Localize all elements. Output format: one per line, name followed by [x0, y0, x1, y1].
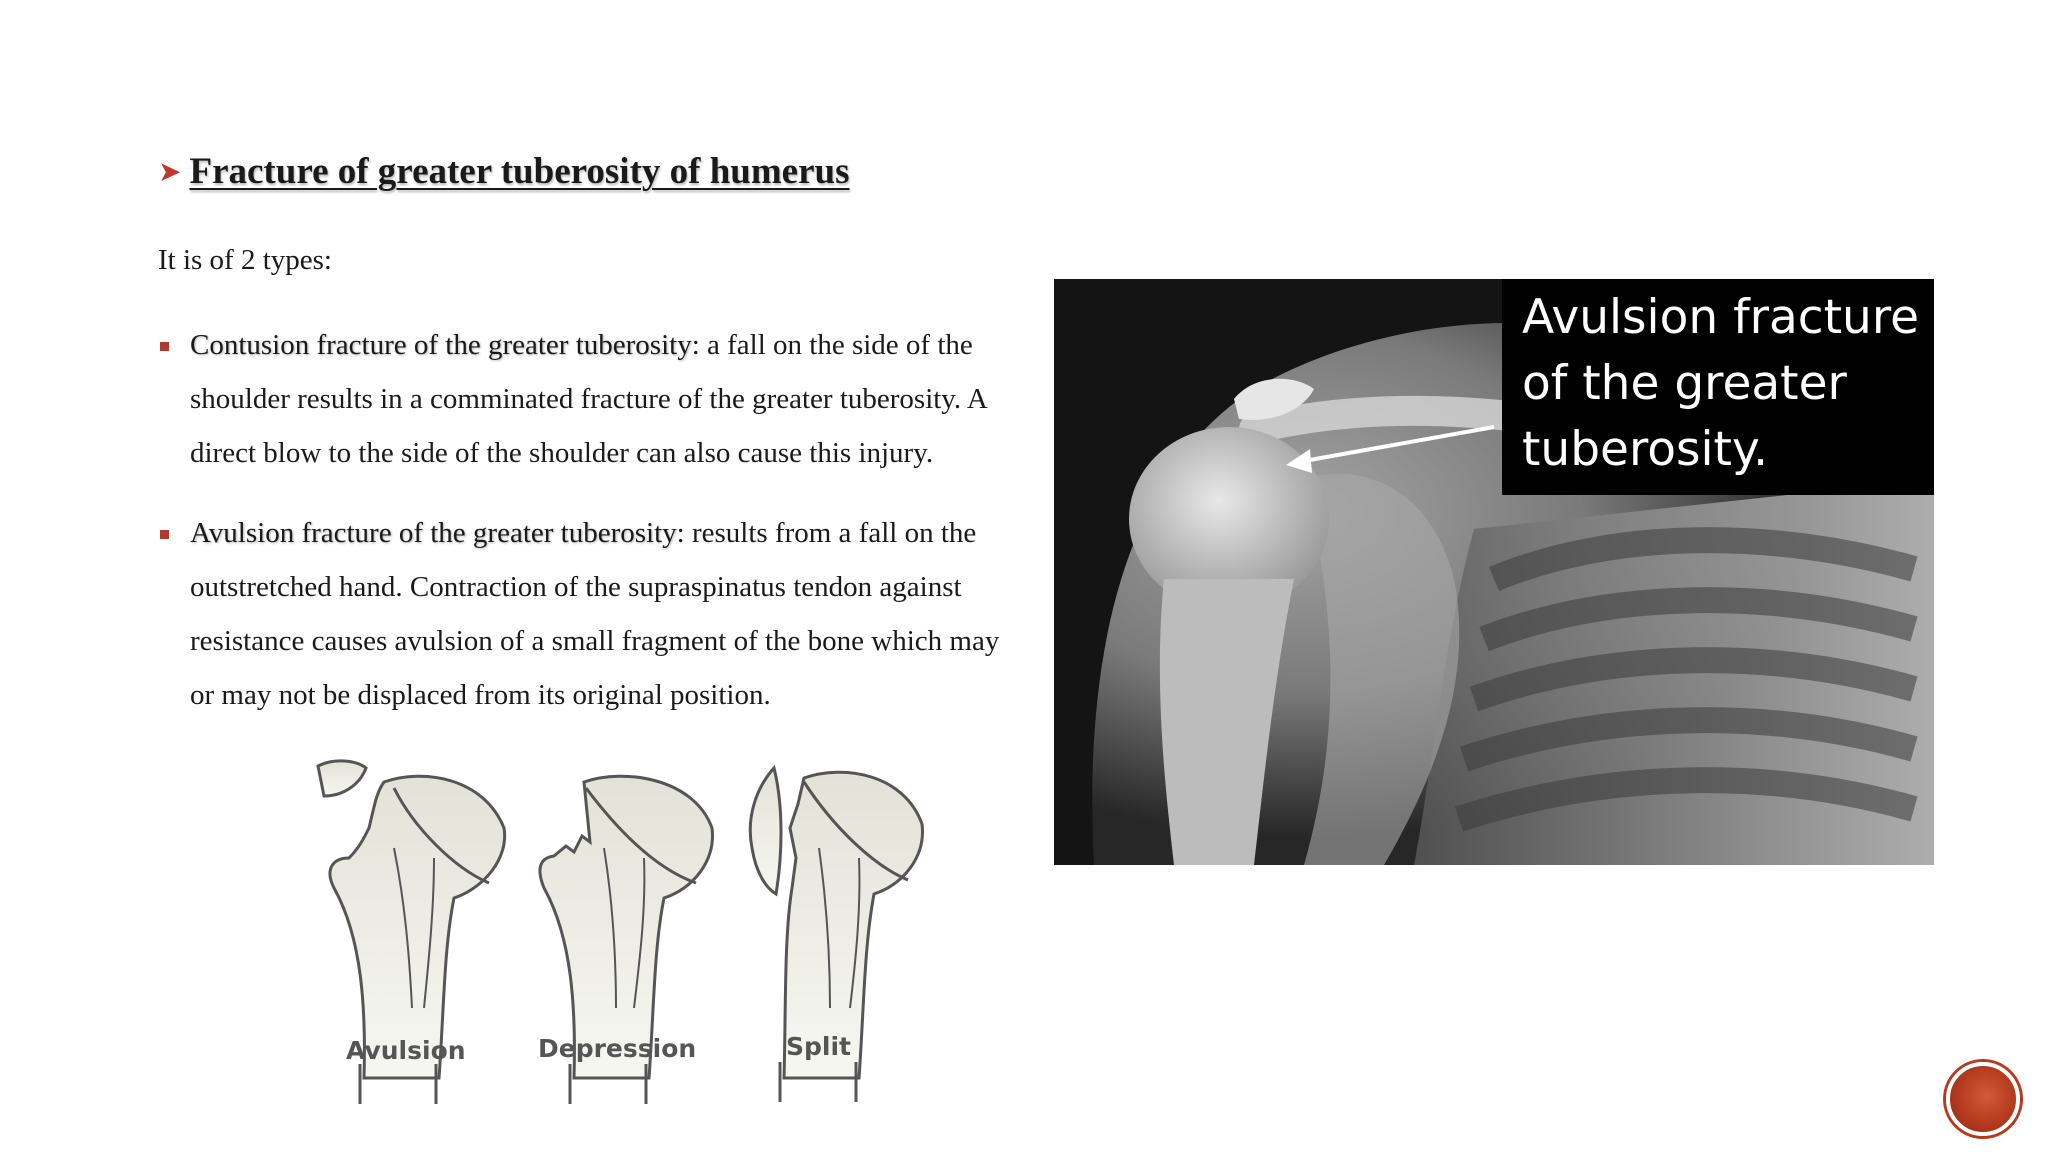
heading-title: Fracture of greater tuberosity of humerus	[189, 151, 850, 192]
fracture-types-illustration	[304, 748, 976, 1112]
bullet-text: : results from a fall on the outstretched hand. Contraction of the supraspinatus tendon against resistance causes avulsion of a small fragment of the bone which may or may not be displaced from its original position.	[190, 517, 1000, 711]
xray-image	[1054, 279, 1934, 865]
bullet-list	[158, 318, 1018, 748]
xray-label-line: tuberosity.	[1522, 422, 1769, 477]
label-depression: Depression	[538, 1034, 697, 1063]
arrowhead-icon: ➤	[158, 155, 182, 189]
xray-label	[1502, 279, 1934, 495]
bullet-item-avulsion	[158, 506, 1018, 722]
slide-heading	[158, 150, 850, 194]
intro-text: It is of 2 types:	[158, 244, 332, 276]
label-avulsion: Avulsion	[346, 1036, 466, 1065]
bullet-text: : a fall on the side of the shoulder results in a comminated fracture of the greater tuberosity. A direct blow to the side of the shoulder can also cause this injury.	[190, 329, 987, 469]
xray-label-line: Avulsion fracture	[1522, 290, 1920, 345]
label-split: Split	[786, 1032, 851, 1061]
slide-nav-button[interactable]	[1946, 1062, 2020, 1136]
bullet-term: Contusion fracture of the greater tuberosity	[190, 329, 692, 361]
square-bullet-icon	[160, 342, 169, 351]
xray-label-line: of the greater	[1522, 356, 1847, 411]
square-bullet-icon	[160, 530, 169, 539]
bullet-term: Avulsion fracture of the greater tuberosity	[190, 517, 677, 549]
bullet-item-contusion	[158, 318, 1018, 480]
